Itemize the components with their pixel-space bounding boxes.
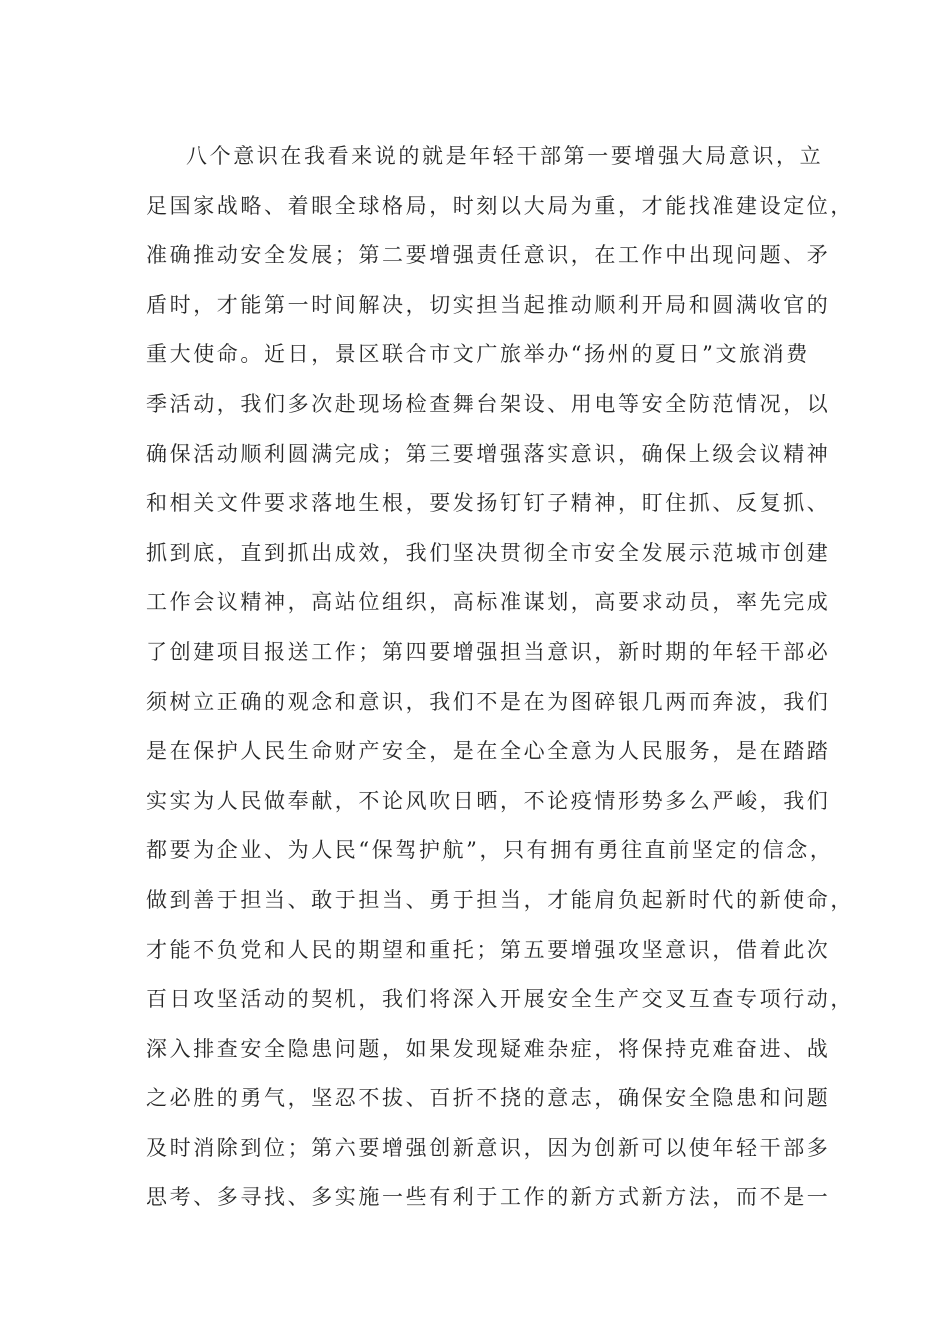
paragraph-line: 须树立正确的观念和意识，我们不是在为图碎银几两而奔波，我们 [146, 689, 831, 714]
paragraph-line: 确保活动顺利圆满完成；第三要增强落实意识，确保上级会议精神 [146, 441, 831, 466]
paragraph-line: 及时消除到位；第六要增强创新意识，因为创新可以使年轻干部多 [146, 1135, 831, 1160]
paragraph-line: 和相关文件要求落地生根，要发扬钉钉子精神，盯住抓、反复抓、 [146, 491, 831, 516]
paragraph-line: 工作会议精神，高站位组织，高标准谋划，高要求动员，率先完成 [146, 590, 831, 615]
paragraph-line: 做到善于担当、敢于担当、勇于担当，才能肩负起新时代的新使命， [146, 887, 854, 912]
body-paragraph [146, 132, 854, 1223]
paragraph-line: 足国家战略、着眼全球格局，时刻以大局为重，才能找准建设定位， [146, 193, 854, 218]
paragraph-line: 八个意识在我看来说的就是年轻干部第一要增强大局意识，立 [186, 144, 824, 168]
paragraph-line: 深入排查安全隐患问题，如果发现疑难杂症，将保持克难奋进、战 [146, 1036, 831, 1061]
paragraph-line: 盾时，才能第一时间解决，切实担当起推动顺利开局和圆满收官的 [146, 292, 831, 317]
paragraph-line: 思考、多寻找、多实施一些有利于工作的新方式新方法，而不是一 [146, 1185, 831, 1210]
paragraph-line: 抓到底，直到抓出成效，我们坚决贯彻全市安全发展示范城市创建 [146, 540, 831, 565]
paragraph-line: 实实为人民做奉献，不论风吹日晒，不论疫情形势多么严峻，我们 [146, 788, 831, 813]
paragraph-line: 才能不负党和人民的期望和重托；第五要增强攻坚意识，借着此次 [146, 937, 831, 962]
paragraph-line: 重大使命。近日，景区联合市文广旅举办“扬州的夏日”文旅消费 [146, 342, 810, 367]
paragraph-line: 都要为企业、为人民“保驾护航”，只有拥有勇往直前坚定的信念， [146, 838, 834, 863]
paragraph-line: 是在保护人民生命财产安全，是在全心全意为人民服务，是在踏踏 [146, 739, 831, 764]
paragraph-line: 准确推动安全发展；第二要增强责任意识，在工作中出现问题、矛 [146, 243, 831, 268]
paragraph-line: 百日攻坚活动的契机，我们将深入开展安全生产交叉互查专项行动， [146, 987, 854, 1012]
paragraph-line: 季活动，我们多次赴现场检查舞台架设、用电等安全防范情况，以 [146, 391, 831, 416]
paragraph-line: 之必胜的勇气，坚忍不拔、百折不挠的意志，确保安全隐患和问题 [146, 1086, 831, 1111]
paragraph-line: 了创建项目报送工作；第四要增强担当意识，新时期的年轻干部必 [146, 639, 831, 664]
